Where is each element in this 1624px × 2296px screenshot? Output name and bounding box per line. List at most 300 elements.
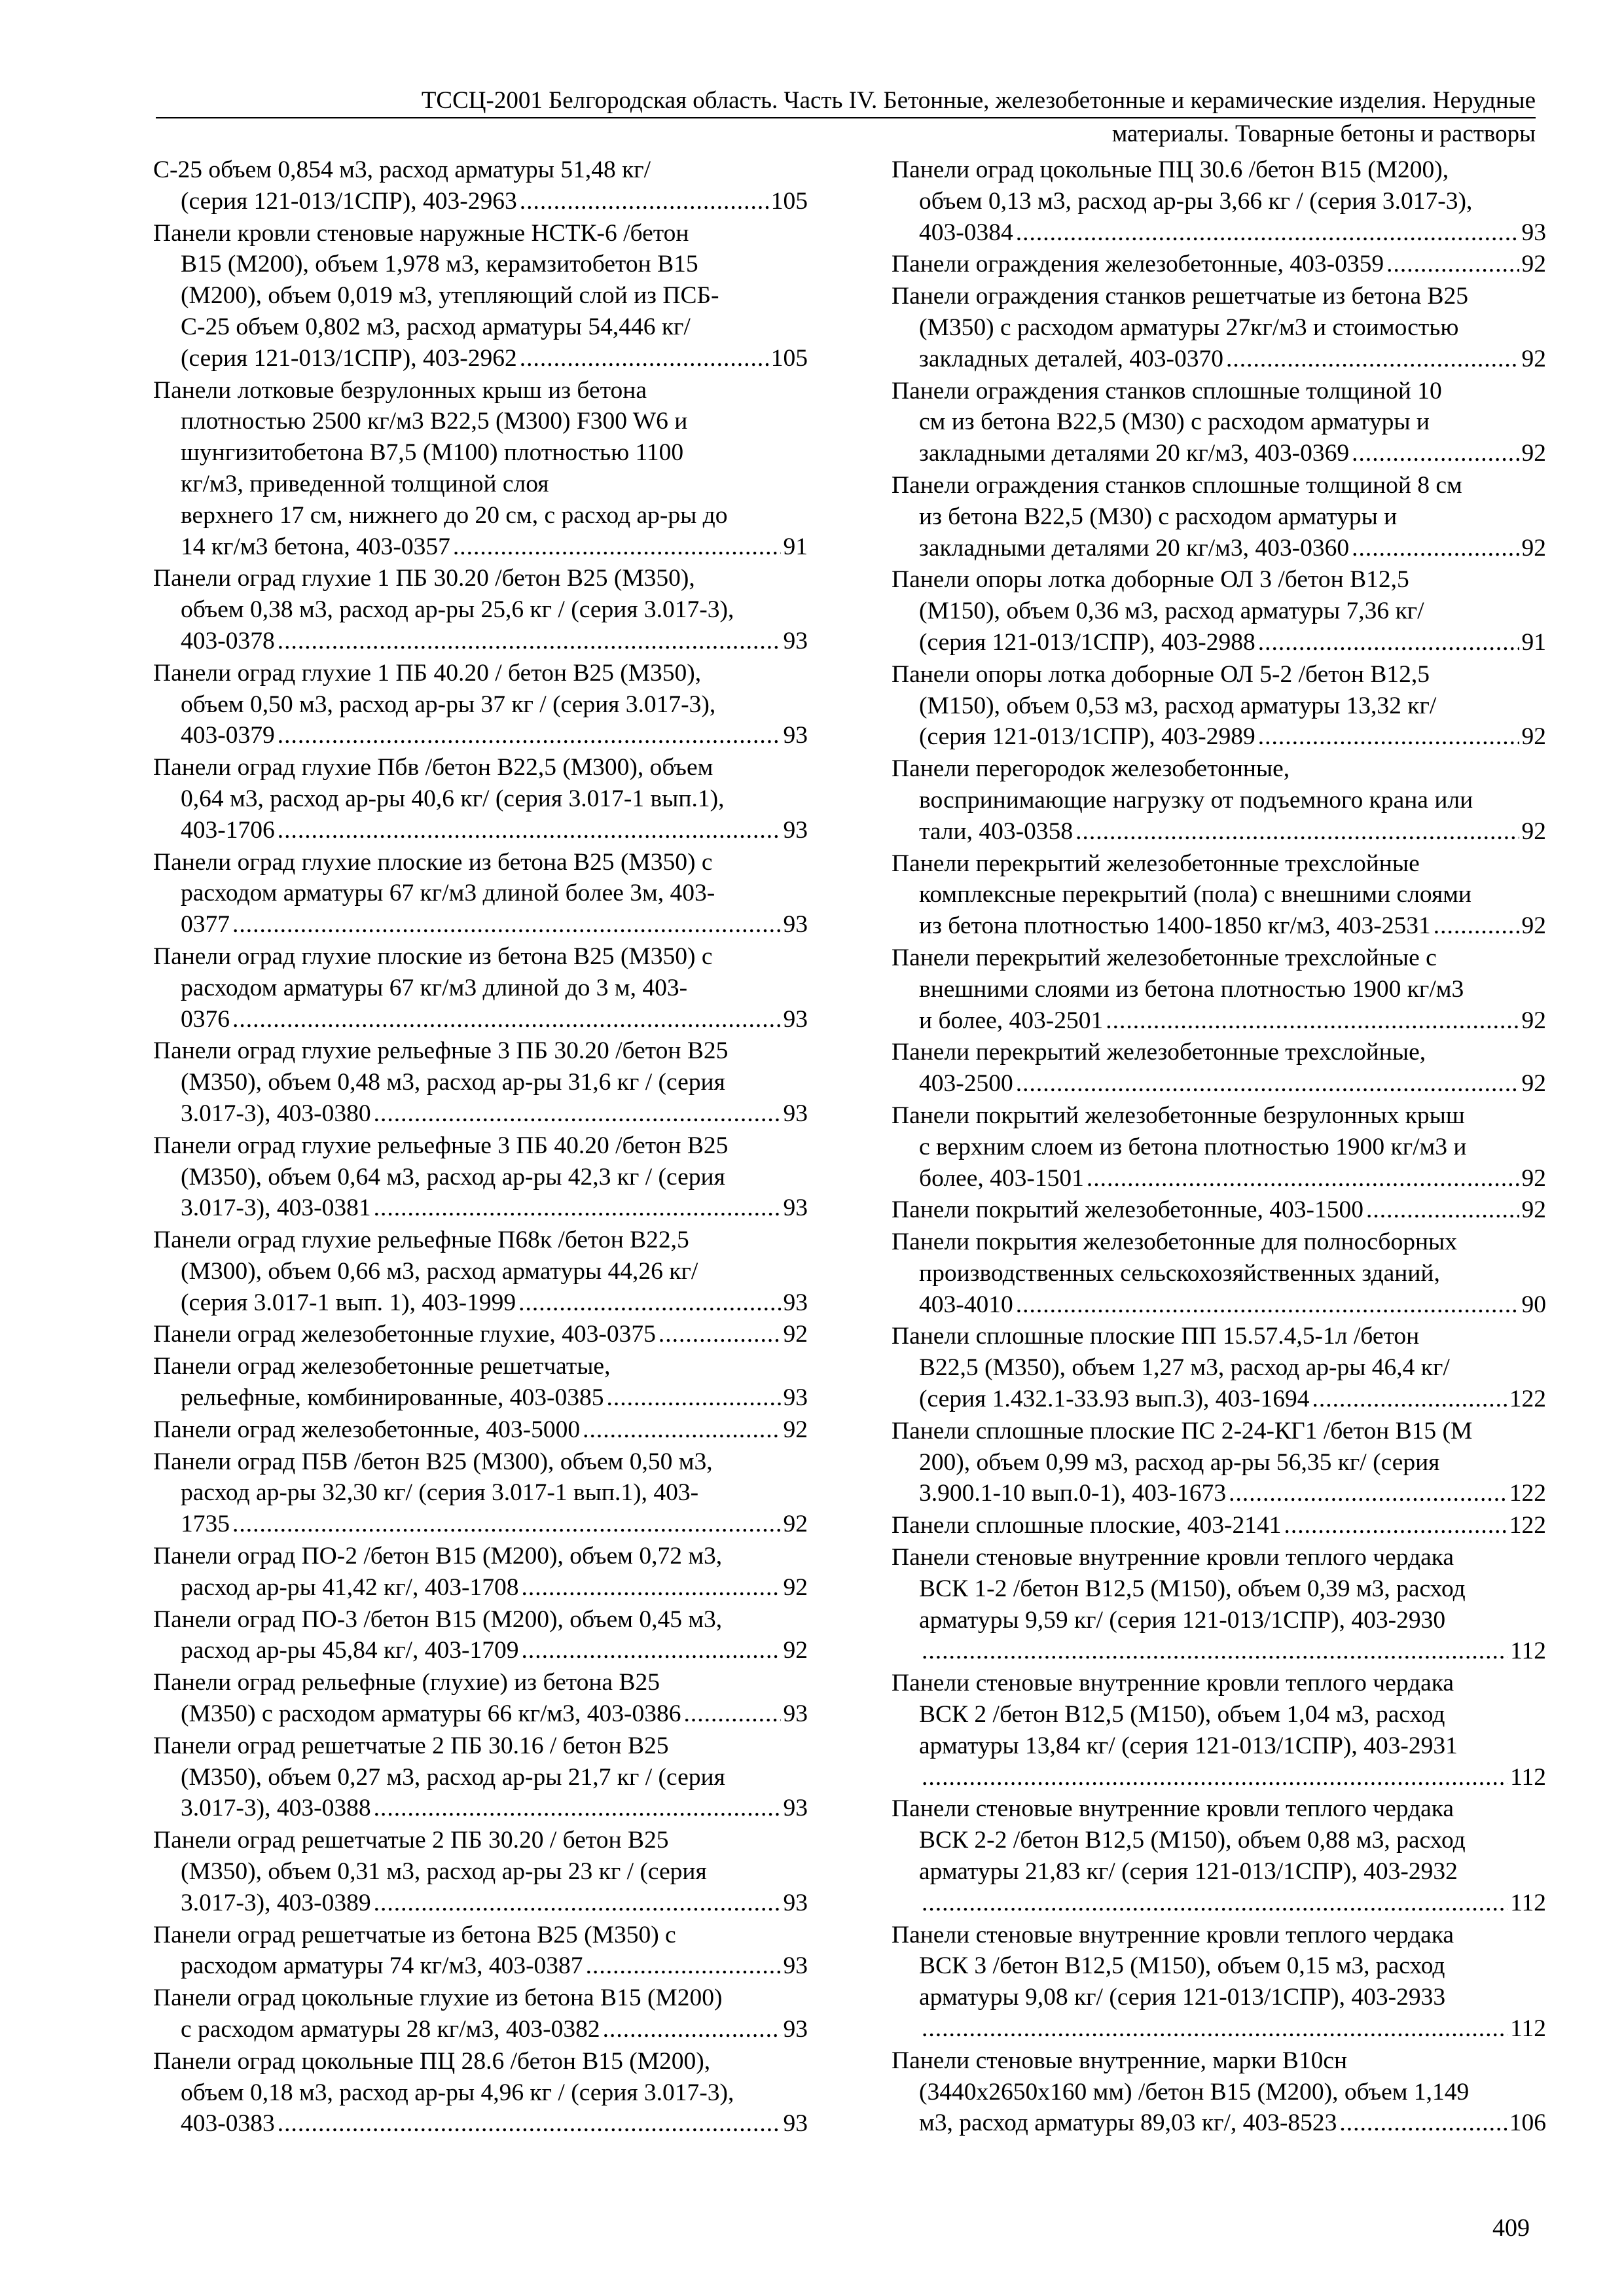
entry-line: Панели оград П5В /бетон В25 (М300), объем 0,50 м3, <box>153 1448 713 1475</box>
dot-leader <box>1434 910 1519 942</box>
dot-leader <box>453 531 781 563</box>
entry-text: 403-0379 <box>181 722 275 749</box>
entry-text: расходом арматуры 74 кг/м3, 403-0387 <box>181 1952 583 1980</box>
index-entry <box>892 1668 1546 1793</box>
index-entry <box>153 1446 808 1540</box>
entry-line: Панели оград глухие 1 ПБ 30.20 /бетон В25 (М350), <box>153 565 695 592</box>
entry-line: расход ар-ры 32,30 кг/ (серия 3.017-1 вып.1), 403- <box>181 1479 699 1507</box>
entry-text: более, 403-1501 <box>919 1164 1084 1192</box>
index-entry <box>892 942 1546 1036</box>
entry-text: и более, 403-2501 <box>919 1007 1104 1034</box>
entry-last-line <box>153 531 808 563</box>
header-line-2: материалы. Товарные бетоны и растворы <box>1111 120 1536 147</box>
entry-line: В15 (М200), объем 1,978 м3, керамзитобетон В15 <box>181 251 698 278</box>
entry-last-line <box>153 909 808 941</box>
dot-leader <box>1075 816 1519 848</box>
entry-page-ref: 112 <box>1510 1638 1546 1665</box>
entry-line: Панели стеновые внутренние кровли теплого чердака <box>892 1795 1454 1823</box>
index-entry <box>153 847 808 941</box>
dot-leader <box>520 343 768 374</box>
entry-line: (М300), объем 0,66 м3, расход арматуры 44,26 кг/ <box>181 1257 698 1285</box>
entry-line: Панели стеновые внутренние, марки В10сн <box>892 2047 1348 2074</box>
entry-last-line <box>892 1005 1546 1037</box>
dot-leader <box>603 2014 781 2045</box>
dot-leader <box>374 1793 781 1824</box>
entry-text: Панели ограждения железобетонные, 403-0359 <box>892 251 1384 278</box>
entry-page-ref: 92 <box>1521 345 1546 372</box>
entry-line: (М350), объем 0,27 м3, расход ар-ры 21,7 кг / (серия <box>181 1763 725 1791</box>
entry-last-line <box>153 815 808 846</box>
index-entry <box>892 154 1546 248</box>
entry-line: Панели опоры лотка доборные ОЛ 3 /бетон В12,5 <box>892 566 1409 594</box>
entry-line: Панели покрытий железобетонные безрулонных крыш <box>892 1102 1465 1129</box>
entry-text: (М350) с расходом арматуры 66 кг/м3, 403-0386 <box>181 1700 681 1728</box>
entry-last-line <box>892 1384 1546 1415</box>
index-entry <box>153 658 808 751</box>
dot-leader <box>1386 249 1519 280</box>
entry-page-ref: 92 <box>1521 251 1546 278</box>
entry-line: объем 0,38 м3, расход ар-ры 25,6 кг / (серия 3.017-3), <box>181 596 734 624</box>
entry-line: Панели опоры лотка доборные ОЛ 5-2 /бетон В12,5 <box>892 660 1430 688</box>
entry-page-ref: 122 <box>1509 1512 1546 1539</box>
entry-text: Панели сплошные плоские, 403-2141 <box>892 1512 1282 1539</box>
entry-text: тали, 403-0358 <box>919 817 1074 845</box>
entry-text: с расходом арматуры 28 кг/м3, 403-0382 <box>181 2016 600 2043</box>
entry-text: 403-0384 <box>919 219 1013 246</box>
entry-line: Панели оград глухие Пбв /бетон В22,5 (М300), объем <box>153 754 713 781</box>
entry-page-ref: 92 <box>783 1416 808 1443</box>
entry-last-line <box>892 1478 1546 1509</box>
entry-line: Панели перегородок железобетонные, <box>892 755 1290 783</box>
entry-page-ref: 93 <box>783 1889 808 1916</box>
entry-last-line <box>892 1068 1546 1100</box>
entry-last-line <box>153 1098 808 1130</box>
dot-leader <box>374 1193 781 1224</box>
entry-line: Панели лотковые безрулонных крыш из бетона <box>153 376 647 404</box>
entry-last-line <box>153 1319 808 1350</box>
entry-line: объем 0,13 м3, расход ар-ры 3,66 кг / (серия 3.017-3), <box>919 187 1473 215</box>
entry-last-line <box>892 1163 1546 1194</box>
dot-leader <box>278 2108 781 2140</box>
entry-last-line <box>892 217 1546 249</box>
entry-line: (3440х2650х160 мм) /бетон В15 (М200), объем 1,149 <box>919 2078 1470 2106</box>
entry-page-ref: 92 <box>1521 723 1546 751</box>
dot-leader <box>922 1762 1507 1793</box>
dot-leader <box>521 1572 780 1604</box>
entry-last-line <box>153 720 808 751</box>
entry-text: (серия 121-013/1СПР), 403-2963 <box>181 187 517 215</box>
entry-text: 403-0378 <box>181 627 275 655</box>
entry-line: Панели оград железобетонные решетчатые, <box>153 1353 611 1380</box>
entry-page-ref: 93 <box>783 1194 808 1222</box>
dot-leader <box>232 909 781 941</box>
entry-page-ref: 92 <box>783 1321 808 1348</box>
entry-last-line <box>153 2108 808 2140</box>
index-entry <box>153 1731 808 1824</box>
entry-page-ref: 92 <box>783 1573 808 1601</box>
index-entry <box>153 1319 808 1350</box>
entry-text: 14 кг/м3 бетона, 403-0357 <box>181 533 450 560</box>
entry-line: 0,64 м3, расход ар-ры 40,6 кг/ (серия 3.017-1 вып.1), <box>181 785 725 812</box>
index-entry <box>892 1100 1546 1194</box>
index-entry <box>892 281 1546 374</box>
dot-leader <box>278 626 781 657</box>
entry-line: Панели перекрытий железобетонные трехслойные <box>892 850 1420 877</box>
entry-text: закладными деталями 20 кг/м3, 403-0369 <box>919 440 1350 467</box>
entry-page-ref: 93 <box>783 1100 808 1127</box>
entry-text: из бетона плотностью 1400-1850 кг/м3, 403-2531 <box>919 912 1431 940</box>
index-entry <box>153 563 808 656</box>
entry-last-line <box>892 1289 1546 1321</box>
entry-page-ref: 93 <box>783 1005 808 1033</box>
index-entry <box>153 375 808 563</box>
entry-text: 403-0383 <box>181 2110 275 2138</box>
entry-line: Панели сплошные плоские ПС 2-24-КГ1 /бетон В15 (М <box>892 1417 1473 1444</box>
entry-line: Панели оград решетчатые 2 ПБ 30.20 / бетон В25 <box>153 1827 669 1854</box>
entry-line: см из бетона В22,5 (М30) с расходом арматуры и <box>919 408 1430 436</box>
index-entry <box>892 1194 1546 1226</box>
dot-leader <box>374 1888 781 1919</box>
entry-page-ref: 93 <box>783 627 808 655</box>
entry-line: объем 0,18 м3, расход ар-ры 4,96 кг / (серия 3.017-3), <box>181 2079 734 2106</box>
dot-leader <box>1258 627 1519 658</box>
index-entry <box>153 941 808 1035</box>
entry-text: (серия 121-013/1СПР), 403-2962 <box>181 344 517 372</box>
entry-line: ВСК 3 /бетон В12,5 (М150), объем 0,15 м3, расход <box>919 1952 1445 1980</box>
entry-page-ref: 122 <box>1509 1480 1546 1507</box>
index-entry <box>153 2046 808 2140</box>
entry-page-ref: 93 <box>783 911 808 939</box>
entry-line: кг/м3, приведенной толщиной слоя <box>181 470 549 497</box>
entry-last-line <box>892 438 1546 469</box>
entry-page-ref: 92 <box>1521 912 1546 940</box>
index-entry <box>153 1825 808 1918</box>
entry-page-ref: 93 <box>783 816 808 844</box>
entry-text: м3, расход арматуры 89,03 кг/, 403-8523 <box>919 2109 1337 2137</box>
index-entry <box>892 1510 1546 1541</box>
entry-line: производственных сельскохозяйственных зданий, <box>919 1259 1440 1287</box>
entry-page-ref: 92 <box>1521 817 1546 845</box>
entry-line: Панели оград глухие плоские из бетона В25 (М350) с <box>153 942 713 970</box>
index-entry <box>892 249 1546 280</box>
index-entry <box>892 1227 1546 1320</box>
dot-leader <box>1087 1163 1519 1194</box>
index-entry <box>892 1321 1546 1414</box>
entry-text: (серия 121-013/1СПР), 403-2988 <box>919 628 1255 656</box>
entry-line: Панели ограждения станков решетчатые из бетона В25 <box>892 283 1469 310</box>
entry-line: Панели оград глухие рельефные 3 ПБ 40.20 /бетон В25 <box>153 1132 729 1159</box>
entry-line: (М150), объем 0,36 м3, расход арматуры 7,36 кг/ <box>919 598 1424 625</box>
entry-text: (серия 3.017-1 вып. 1), 403-1999 <box>181 1289 516 1316</box>
entry-text: 3.900.1-10 вып.0-1), 403-1673 <box>919 1480 1227 1507</box>
entry-last-line <box>153 1698 808 1730</box>
dot-leader <box>278 815 781 846</box>
entry-text: Панели оград железобетонные, 403-5000 <box>153 1416 581 1443</box>
index-column-left <box>153 154 808 2140</box>
entry-last-line <box>153 626 808 657</box>
entry-line: (М350), объем 0,48 м3, расход ар-ры 31,6 кг / (серия <box>181 1069 725 1096</box>
dot-leader <box>521 1635 780 1666</box>
entry-page-ref: 105 <box>770 187 808 215</box>
entry-line: Панели ограждения станков сплошные толщиной 8 см <box>892 471 1462 499</box>
dot-leader <box>606 1382 780 1414</box>
dot-leader <box>1284 1510 1506 1541</box>
entry-page-ref: 92 <box>1521 1164 1546 1192</box>
entry-line: Панели оград ПО-2 /бетон В15 (М200), объем 0,72 м3, <box>153 1543 723 1570</box>
entry-last-line <box>892 533 1546 564</box>
entry-line: Панели оград цокольные глухие из бетона В15 (М200) <box>153 1984 723 2012</box>
entry-page-ref: 93 <box>783 2016 808 2043</box>
entry-line: из бетона В22,5 (М30) с расходом арматуры и <box>919 503 1398 530</box>
index-column-right <box>892 154 1546 2140</box>
entry-page-ref: 93 <box>783 1795 808 1822</box>
dot-leader <box>518 1287 780 1319</box>
entry-text: расход ар-ры 45,84 кг/, 403-1709 <box>181 1637 519 1664</box>
index-entry <box>153 1982 808 2045</box>
entry-line: Панели стеновые внутренние кровли теплого чердака <box>892 1544 1454 1571</box>
index-entry <box>892 470 1546 564</box>
dot-leader <box>1106 1005 1519 1037</box>
entry-line: арматуры 9,59 кг/ (серия 121-013/1СПР), 403-2930 <box>919 1606 1446 1634</box>
index-entry <box>153 218 808 374</box>
entry-text: 3.017-3), 403-0388 <box>181 1795 371 1822</box>
dot-leader <box>1339 2108 1506 2139</box>
entry-page-ref: 93 <box>1521 219 1546 246</box>
entry-line: Панели стеновые внутренние кровли теплого чердака <box>892 1670 1454 1697</box>
entry-last-line <box>892 1888 1546 1919</box>
dot-leader <box>1312 1384 1506 1415</box>
entry-line: Панели перекрытий железобетонные трехслойные, <box>892 1039 1426 1066</box>
dot-leader <box>1352 533 1519 564</box>
entry-page-ref: 112 <box>1510 1889 1546 1916</box>
entry-page-ref: 122 <box>1509 1386 1546 1413</box>
index-entry <box>153 1667 808 1730</box>
entry-text: Панели оград железобетонные глухие, 403-0375 <box>153 1321 656 1348</box>
entry-last-line <box>153 1193 808 1224</box>
entry-last-line <box>892 1194 1546 1226</box>
entry-line: комплексные перекрытий (пола) с внешними слоями <box>919 881 1471 908</box>
dot-leader <box>583 1414 780 1446</box>
entry-last-line <box>892 721 1546 753</box>
entry-page-ref: 91 <box>783 533 808 560</box>
entry-last-line <box>153 1004 808 1035</box>
entry-text: закладных деталей, 403-0370 <box>919 345 1223 372</box>
entry-last-line <box>153 1793 808 1824</box>
entry-last-line <box>892 816 1546 848</box>
entry-line: С-25 объем 0,854 м3, расход арматуры 51,48 кг/ <box>153 156 651 183</box>
index-entry <box>892 1037 1546 1100</box>
entry-line: верхнего 17 см, нижнего до 20 см, с расход ар-ры до <box>181 501 728 529</box>
entry-text: 0376 <box>181 1005 230 1033</box>
entry-page-ref: 92 <box>783 1511 808 1538</box>
index-entry <box>892 564 1546 658</box>
entry-line: объем 0,50 м3, расход ар-ры 37 кг / (серия 3.017-3), <box>181 691 716 718</box>
entry-page-ref: 93 <box>783 1952 808 1980</box>
entry-text: 0377 <box>181 911 230 939</box>
entry-line: ВСК 2-2 /бетон В12,5 (М150), объем 0,88 м3, расход <box>919 1827 1466 1854</box>
entry-line: с верхним слоем из бетона плотностью 1900 кг/м3 и <box>919 1133 1467 1160</box>
entry-last-line <box>892 249 1546 280</box>
entry-last-line <box>153 1572 808 1604</box>
entry-line: Панели ограждения станков сплошные толщиной 10 <box>892 377 1442 404</box>
entry-last-line <box>153 343 808 374</box>
entry-text: 3.017-3), 403-0389 <box>181 1889 371 1916</box>
entry-line: (М150), объем 0,53 м3, расход арматуры 13,32 кг/ <box>919 692 1437 719</box>
entry-last-line <box>153 1287 808 1319</box>
running-header <box>156 85 1536 149</box>
entry-line: арматуры 9,08 кг/ (серия 121-013/1СПР), 403-2933 <box>919 1984 1446 2011</box>
entry-line: Панели оград глухие плоские из бетона В25 (М350) с <box>153 848 713 876</box>
entry-line: расходом арматуры 67 кг/м3 длиной более 3м, 403- <box>181 880 715 907</box>
entry-line: (М200), объем 0,019 м3, утепляющий слой из ПСБ- <box>181 282 719 310</box>
entry-last-line <box>892 627 1546 658</box>
dot-leader <box>232 1509 781 1540</box>
entry-line: (М350) с расходом арматуры 27кг/м3 и стоимостью <box>919 314 1459 341</box>
entry-last-line <box>892 910 1546 942</box>
dot-leader <box>1352 438 1519 469</box>
index-entry <box>153 1920 808 1982</box>
entry-last-line <box>153 1635 808 1666</box>
entry-text: Панели покрытий железобетонные, 403-1500 <box>892 1196 1364 1224</box>
entry-page-ref: 93 <box>783 2110 808 2138</box>
entry-text: (серия 121-013/1СПР), 403-2989 <box>919 723 1255 751</box>
entry-text: рельефные, комбинированные, 403-0385 <box>181 1384 604 1412</box>
page-number: 409 <box>1492 2214 1530 2242</box>
entry-line: (М350), объем 0,31 м3, расход ар-ры 23 кг / (серия <box>181 1858 707 1886</box>
entry-text: 3.017-3), 403-0381 <box>181 1194 371 1222</box>
entry-text: 403-4010 <box>919 1291 1013 1318</box>
entry-last-line <box>892 1762 1546 1793</box>
entry-page-ref: 92 <box>1521 1196 1546 1224</box>
entry-page-ref: 91 <box>1521 628 1546 656</box>
entry-last-line <box>892 1510 1546 1541</box>
header-line-1: ТССЦ-2001 Белгородская область. Часть IV. Бетонные, железобетонные и керамические изделия. Нерудные <box>156 85 1536 118</box>
entry-line: Панели оград ПО-3 /бетон В15 (М200), объем 0,45 м3, <box>153 1605 723 1633</box>
index-entry <box>892 1542 1546 1667</box>
dot-leader <box>1016 217 1519 249</box>
entry-line: Панели оград глухие 1 ПБ 40.20 / бетон В25 (М350), <box>153 659 702 687</box>
index-entry <box>153 1351 808 1414</box>
entry-line: Панели стеновые внутренние кровли теплого чердака <box>892 1921 1454 1948</box>
index-entry <box>153 1541 808 1604</box>
entry-line: 200), объем 0,99 м3, расход ар-ры 56,35 кг/ (серия <box>919 1448 1440 1476</box>
entry-line: Панели перекрытий железобетонные трехслойные с <box>892 944 1437 971</box>
entry-page-ref: 93 <box>783 1289 808 1316</box>
entry-last-line <box>153 186 808 217</box>
entry-line: Панели покрытия железобетонные для полносборных <box>892 1229 1458 1256</box>
entry-last-line <box>892 1636 1546 1667</box>
entry-line: Панели оград цокольные ПЦ 28.6 /бетон В15 (М200), <box>153 2047 711 2075</box>
entry-page-ref: 112 <box>1510 1763 1546 1791</box>
index-entry <box>892 2045 1546 2139</box>
index-entry <box>153 1225 808 1318</box>
index-entry <box>153 1604 808 1667</box>
dot-leader <box>1229 1478 1507 1509</box>
dot-leader <box>374 1098 781 1130</box>
index-entry <box>892 1416 1546 1509</box>
entry-line: Панели оград решетчатые из бетона В25 (М350) с <box>153 1921 676 1948</box>
entry-page-ref: 106 <box>1509 2109 1546 2137</box>
entry-last-line <box>153 1509 808 1540</box>
entry-line: ВСК 1-2 /бетон В12,5 (М150), объем 0,39 м3, расход <box>919 1575 1466 1602</box>
index-entry <box>892 659 1546 753</box>
entry-line: Панели кровли стеновые наружные НСТК-6 /бетон <box>153 219 689 247</box>
dot-leader <box>659 1319 781 1350</box>
entry-page-ref: 92 <box>783 1637 808 1664</box>
entry-last-line <box>892 2013 1546 2045</box>
dot-leader <box>922 2013 1507 2045</box>
entry-text: закладными деталями 20 кг/м3, 403-0360 <box>919 534 1350 562</box>
entry-text: расход ар-ры 41,42 кг/, 403-1708 <box>181 1573 519 1601</box>
entry-last-line <box>153 1382 808 1414</box>
entry-last-line <box>153 2014 808 2045</box>
index-entry <box>153 154 808 217</box>
entry-page-ref: 92 <box>1521 440 1546 467</box>
dot-leader <box>520 186 768 217</box>
entry-page-ref: 90 <box>1521 1291 1546 1318</box>
dot-leader <box>586 1950 781 1982</box>
dot-leader <box>1016 1068 1519 1100</box>
index-entry <box>892 1920 1546 2045</box>
entry-page-ref: 105 <box>770 344 808 372</box>
index-entry <box>153 1035 808 1129</box>
dot-leader <box>1366 1194 1519 1226</box>
entry-page-ref: 93 <box>783 1384 808 1412</box>
dot-leader <box>922 1888 1507 1919</box>
entry-last-line <box>153 1888 808 1919</box>
index-entry <box>892 753 1546 847</box>
entry-text: 3.017-3), 403-0380 <box>181 1100 371 1127</box>
entry-text: 1735 <box>181 1511 230 1538</box>
entry-last-line <box>153 1414 808 1446</box>
entry-text: 403-2500 <box>919 1070 1013 1098</box>
dot-leader <box>922 1636 1507 1667</box>
index-entry <box>153 1414 808 1446</box>
entry-line: Панели оград глухие рельефные П68к /бетон В22,5 <box>153 1227 689 1254</box>
entry-page-ref: 93 <box>783 722 808 749</box>
dot-leader <box>1226 344 1519 375</box>
entry-line: шунгизитобетона В7,5 (М100) плотностью 1100 <box>181 439 684 467</box>
entry-page-ref: 93 <box>783 1700 808 1728</box>
entry-line: расходом арматуры 67 кг/м3 длиной до 3 м, 403- <box>181 974 688 1001</box>
index-entry <box>153 1130 808 1224</box>
dot-leader <box>278 720 781 751</box>
entry-last-line <box>892 2108 1546 2139</box>
index-entry <box>892 1793 1546 1918</box>
entry-line: Панели оград рельефные (глухие) из бетона В25 <box>153 1669 660 1696</box>
entry-line: внешними слоями из бетона плотностью 1900 кг/м3 <box>919 975 1464 1003</box>
entry-last-line <box>892 344 1546 375</box>
entry-line: Панели оград цокольные ПЦ 30.6 /бетон В15 (М200), <box>892 156 1449 183</box>
entry-line: С-25 объем 0,802 м3, расход арматуры 54,446 кг/ <box>181 313 691 340</box>
entry-line: ВСК 2 /бетон В12,5 (М150), объем 1,04 м3, расход <box>919 1701 1445 1729</box>
index-entry <box>153 752 808 846</box>
entry-line: арматуры 21,83 кг/ (серия 121-013/1СПР), 403-2932 <box>919 1858 1458 1886</box>
entry-line: воспринимающие нагрузку от подъемного крана или <box>919 786 1473 814</box>
entry-text: 403-1706 <box>181 816 275 844</box>
entry-line: плотностью 2500 кг/м3 В22,5 (М300) F300 W6 и <box>181 408 688 435</box>
entry-line: арматуры 13,84 кг/ (серия 121-013/1СПР), 403-2931 <box>919 1732 1458 1759</box>
entry-page-ref: 92 <box>1521 534 1546 562</box>
dot-leader <box>232 1004 781 1035</box>
entry-line: (М350), объем 0,64 м3, расход ар-ры 42,3 кг / (серия <box>181 1163 725 1191</box>
entry-line: В22,5 (М350), объем 1,27 м3, расход ар-ры 46,4 кг/ <box>919 1354 1450 1382</box>
entry-page-ref: 112 <box>1510 2015 1546 2043</box>
dot-leader <box>1016 1289 1519 1321</box>
entry-text: (серия 1.432.1-33.93 вып.3), 403-1694 <box>919 1386 1310 1413</box>
dot-leader <box>684 1698 781 1730</box>
index-entry <box>892 848 1546 942</box>
